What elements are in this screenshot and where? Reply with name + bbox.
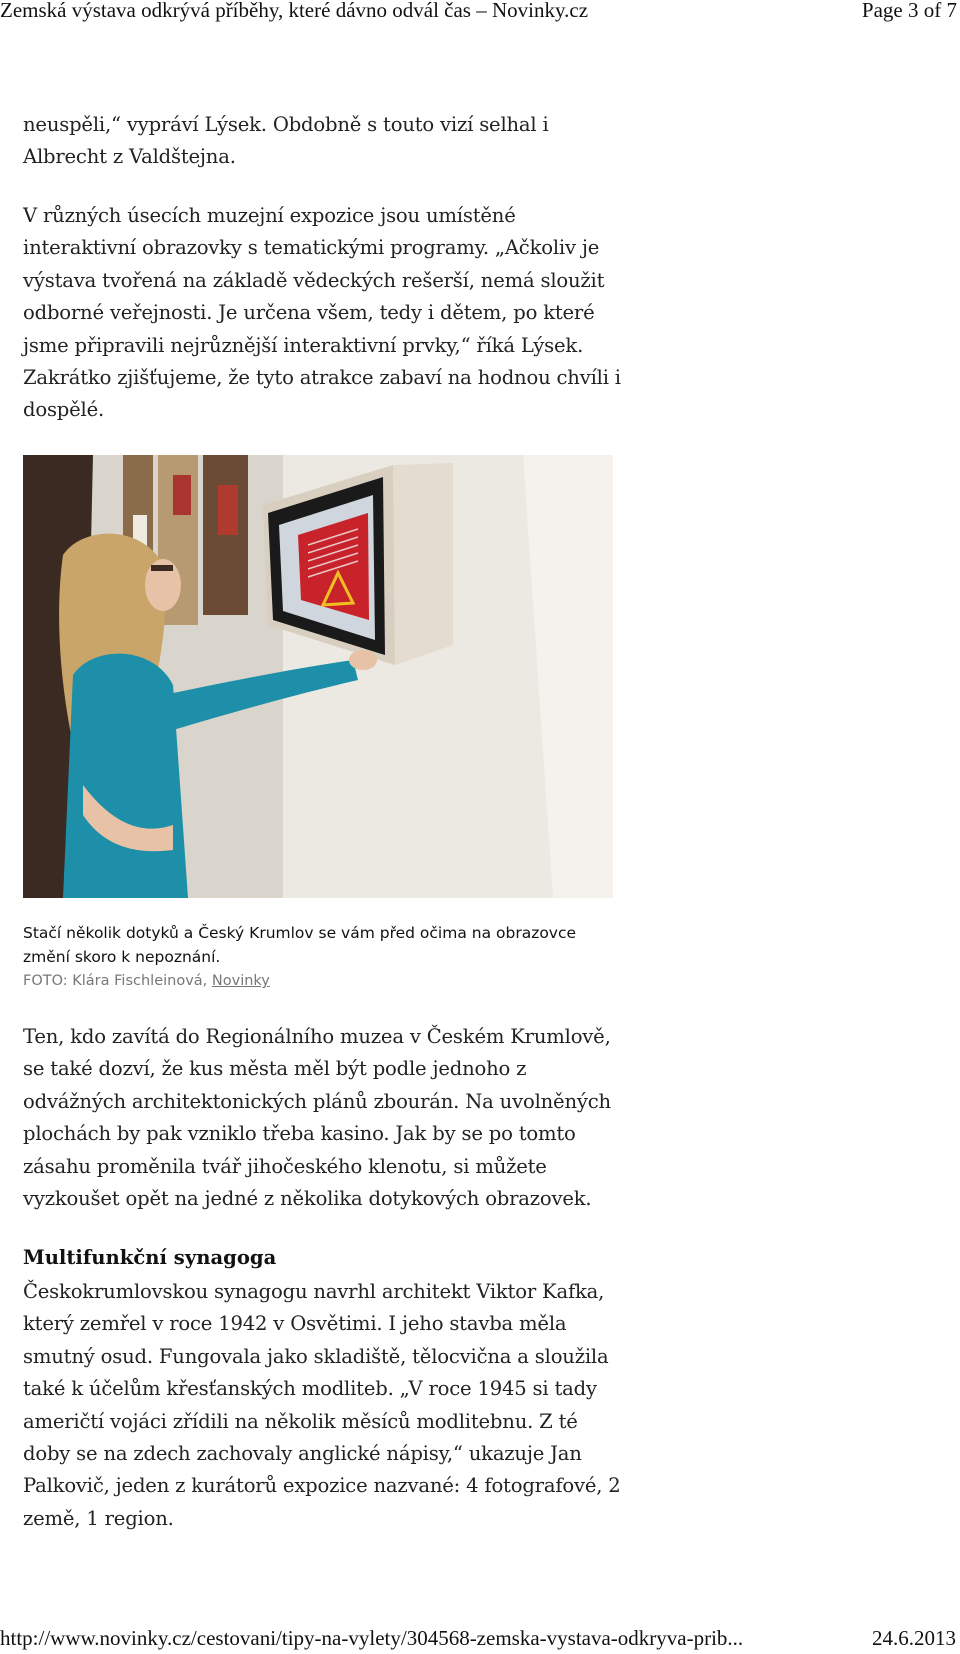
section-heading: Multifunkční synagoga (23, 1246, 277, 1269)
article-paragraph-1: neuspěli,“ vypráví Lýsek. Obdobně s touto vizí selhal i Albrecht z Valdštejna. (23, 113, 549, 169)
print-footer (0, 1626, 960, 1654)
photo-credit (23, 973, 270, 989)
page-url: http://www.novinky.cz/cestovani/tipy-na-vylety/304568-zemska-vystava-odkryva-prib... (0, 1626, 744, 1650)
photo-girl-touchscreen (23, 455, 613, 898)
article-paragraph-2: V různých úsecích muzejní expozice jsou umístěné interaktivní obrazovky s tematickými programy. „Ačkoliv je výstava tvořená na základě vědeckých rešerší, nemá sloužit odborné veřejnosti. Je určena všem, tedy i dětem, po které jsme připravili nejrůznější interaktivní prvky,“ říká Lýsek. Zakrátko zjišťujeme, že tyto atrakce zabaví na hodnou chvíli i dospělé. (23, 204, 621, 422)
article-paragraph-3: Ten, kdo zavítá do Regionálního muzea v Českém Krumlově, se také dozví, že kus města měl být podle jednoho z odvážných architektonických plánů zbourán. Na uvolněných plochách by pak vzniklo třeba kasino. Jak by se po tomto zásahu proměnila tvář jihočeského klenotu, si můžete vyzkoušet opět na jedné z několika dotykových obrazovek. (23, 1025, 611, 1211)
print-header (0, 0, 960, 26)
article-photo (23, 455, 613, 898)
photo-credit-prefix: FOTO: Klára Fischleinová, (23, 973, 212, 989)
print-date: 24.6.2013 (872, 1626, 956, 1650)
photo-caption: Stačí několik dotyků a Český Krumlov se vám před očima na obrazovce změní skoro k nepoznání. (23, 924, 577, 966)
page-title: Zemská výstava odkrývá příběhy, které dávno odvál čas – Novinky.cz (0, 0, 589, 22)
photo-credit-link[interactable]: Novinky (211, 973, 270, 989)
page-number: Page 3 of 7 (861, 0, 957, 22)
article-paragraph-4: Českokrumlovskou synagogu navrhl architekt Viktor Kafka, který zemřel v roce 1942 v Osvětimi. I jeho stavba měla smutný osud. Fungovala jako skladiště, tělocvična a sloužila také k účelům křesťanských modliteb. „V roce 1945 si tady američtí vojáci zřídili na několik měsíců modlitebnu. Z té doby se na zdech zachovaly anglické nápisy,“ ukazuje Jan Palkovič, jeden z kurátorů expozice nazvané: 4 fotografové, 2 země, 1 region. (23, 1280, 621, 1530)
